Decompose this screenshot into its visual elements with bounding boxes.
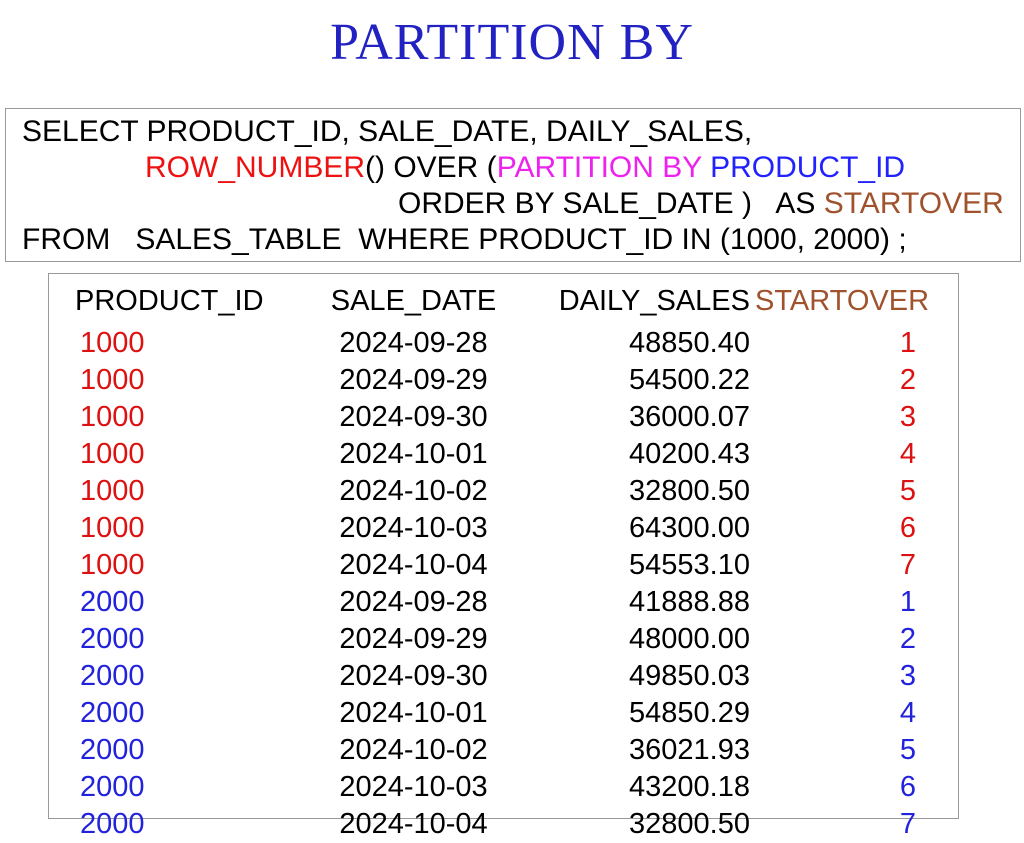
cell-product-id: 2000 (80, 734, 145, 766)
cell-sale-date: 2024-10-03 (339, 512, 488, 544)
cell-product-id: 1000 (80, 475, 145, 507)
table-row (49, 325, 958, 362)
table-row (49, 584, 958, 621)
cell-startover: 4 (899, 438, 916, 470)
cell-product-id: 1000 (80, 327, 145, 359)
table-row (49, 806, 958, 843)
cell-sale-date: 2024-09-29 (339, 364, 488, 396)
cell-daily-sales: 36021.93 (629, 734, 750, 766)
column-header-product_id: PRODUCT_ID (75, 285, 264, 317)
table-row (49, 695, 958, 732)
page-title: PARTITION BY (330, 14, 694, 71)
cell-product-id: 1000 (80, 364, 145, 396)
cell-product-id: 1000 (80, 549, 145, 581)
table-row (49, 547, 958, 584)
cell-startover: 5 (899, 734, 916, 766)
cell-startover: 3 (899, 401, 916, 433)
table-row (49, 399, 958, 436)
result-table-header-row (49, 278, 958, 325)
cell-sale-date: 2024-10-04 (339, 549, 488, 581)
table-row (49, 732, 958, 769)
cell-daily-sales: 48000.00 (629, 623, 750, 655)
result-table (49, 278, 958, 843)
sql-segment: SELECT PRODUCT_ID, SALE_DATE, DAILY_SALES, (22, 115, 753, 148)
column-header-sale_date: SALE_DATE (330, 285, 497, 317)
sql-line-3 (22, 186, 1020, 222)
cell-product-id: 2000 (80, 808, 145, 840)
sql-query-box (5, 108, 1021, 262)
table-row (49, 658, 958, 695)
table-row (49, 473, 958, 510)
cell-sale-date: 2024-10-01 (339, 697, 488, 729)
cell-product-id: 2000 (80, 697, 145, 729)
cell-startover: 7 (899, 808, 916, 840)
cell-product-id: 2000 (80, 660, 145, 692)
sql-segment: FROM SALES_TABLE WHERE PRODUCT_ID IN (1000, 2000) ; (22, 223, 907, 256)
cell-startover: 4 (899, 697, 916, 729)
cell-sale-date: 2024-10-02 (339, 734, 488, 766)
cell-product-id: 2000 (80, 586, 145, 618)
sql-segment: PARTITION BY (496, 151, 711, 184)
cell-sale-date: 2024-09-28 (339, 586, 488, 618)
cell-daily-sales: 54850.29 (629, 697, 750, 729)
cell-startover: 3 (899, 660, 916, 692)
table-row (49, 769, 958, 806)
cell-product-id: 1000 (80, 401, 145, 433)
result-table-body (49, 325, 958, 843)
sql-segment: ORDER BY SALE_DATE ) AS (398, 187, 824, 220)
cell-product-id: 2000 (80, 771, 145, 803)
cell-daily-sales: 32800.50 (629, 808, 750, 840)
cell-product-id: 1000 (80, 512, 145, 544)
table-row (49, 621, 958, 658)
cell-startover: 6 (899, 512, 916, 544)
cell-daily-sales: 40200.43 (629, 438, 750, 470)
sql-line-1 (22, 114, 1020, 150)
sql-segment: STARTOVER (823, 187, 1004, 220)
table-row (49, 436, 958, 473)
cell-sale-date: 2024-09-30 (339, 401, 488, 433)
cell-sale-date: 2024-10-03 (339, 771, 488, 803)
cell-daily-sales: 54553.10 (629, 549, 750, 581)
cell-daily-sales: 54500.22 (629, 364, 750, 396)
cell-sale-date: 2024-09-28 (339, 327, 488, 359)
column-header-daily_sales: DAILY_SALES (558, 285, 750, 317)
cell-daily-sales: 36000.07 (629, 401, 750, 433)
cell-startover: 2 (899, 623, 916, 655)
cell-sale-date: 2024-09-30 (339, 660, 488, 692)
cell-sale-date: 2024-10-04 (339, 808, 488, 840)
table-row (49, 510, 958, 547)
cell-startover: 7 (899, 549, 916, 581)
column-header-startover: STARTOVER (755, 285, 930, 317)
cell-daily-sales: 41888.88 (629, 586, 750, 618)
sql-line-2 (22, 150, 1020, 186)
cell-startover: 6 (899, 771, 916, 803)
cell-daily-sales: 64300.00 (629, 512, 750, 544)
result-table-box (48, 273, 959, 840)
cell-product-id: 1000 (80, 438, 145, 470)
cell-daily-sales: 48850.40 (629, 327, 750, 359)
sql-segment: () OVER ( (365, 151, 497, 184)
cell-startover: 1 (899, 586, 916, 618)
cell-daily-sales: 43200.18 (629, 771, 750, 803)
cell-sale-date: 2024-09-29 (339, 623, 488, 655)
sql-segment: PRODUCT_ID (710, 151, 906, 184)
sql-line-4 (22, 222, 1020, 258)
cell-product-id: 2000 (80, 623, 145, 655)
cell-daily-sales: 32800.50 (629, 475, 750, 507)
cell-daily-sales: 49850.03 (629, 660, 750, 692)
cell-sale-date: 2024-10-02 (339, 475, 488, 507)
cell-startover: 5 (899, 475, 916, 507)
cell-sale-date: 2024-10-01 (339, 438, 488, 470)
table-row (49, 362, 958, 399)
sql-segment: ROW_NUMBER (145, 151, 366, 184)
cell-startover: 2 (899, 364, 916, 396)
cell-startover: 1 (899, 327, 916, 359)
